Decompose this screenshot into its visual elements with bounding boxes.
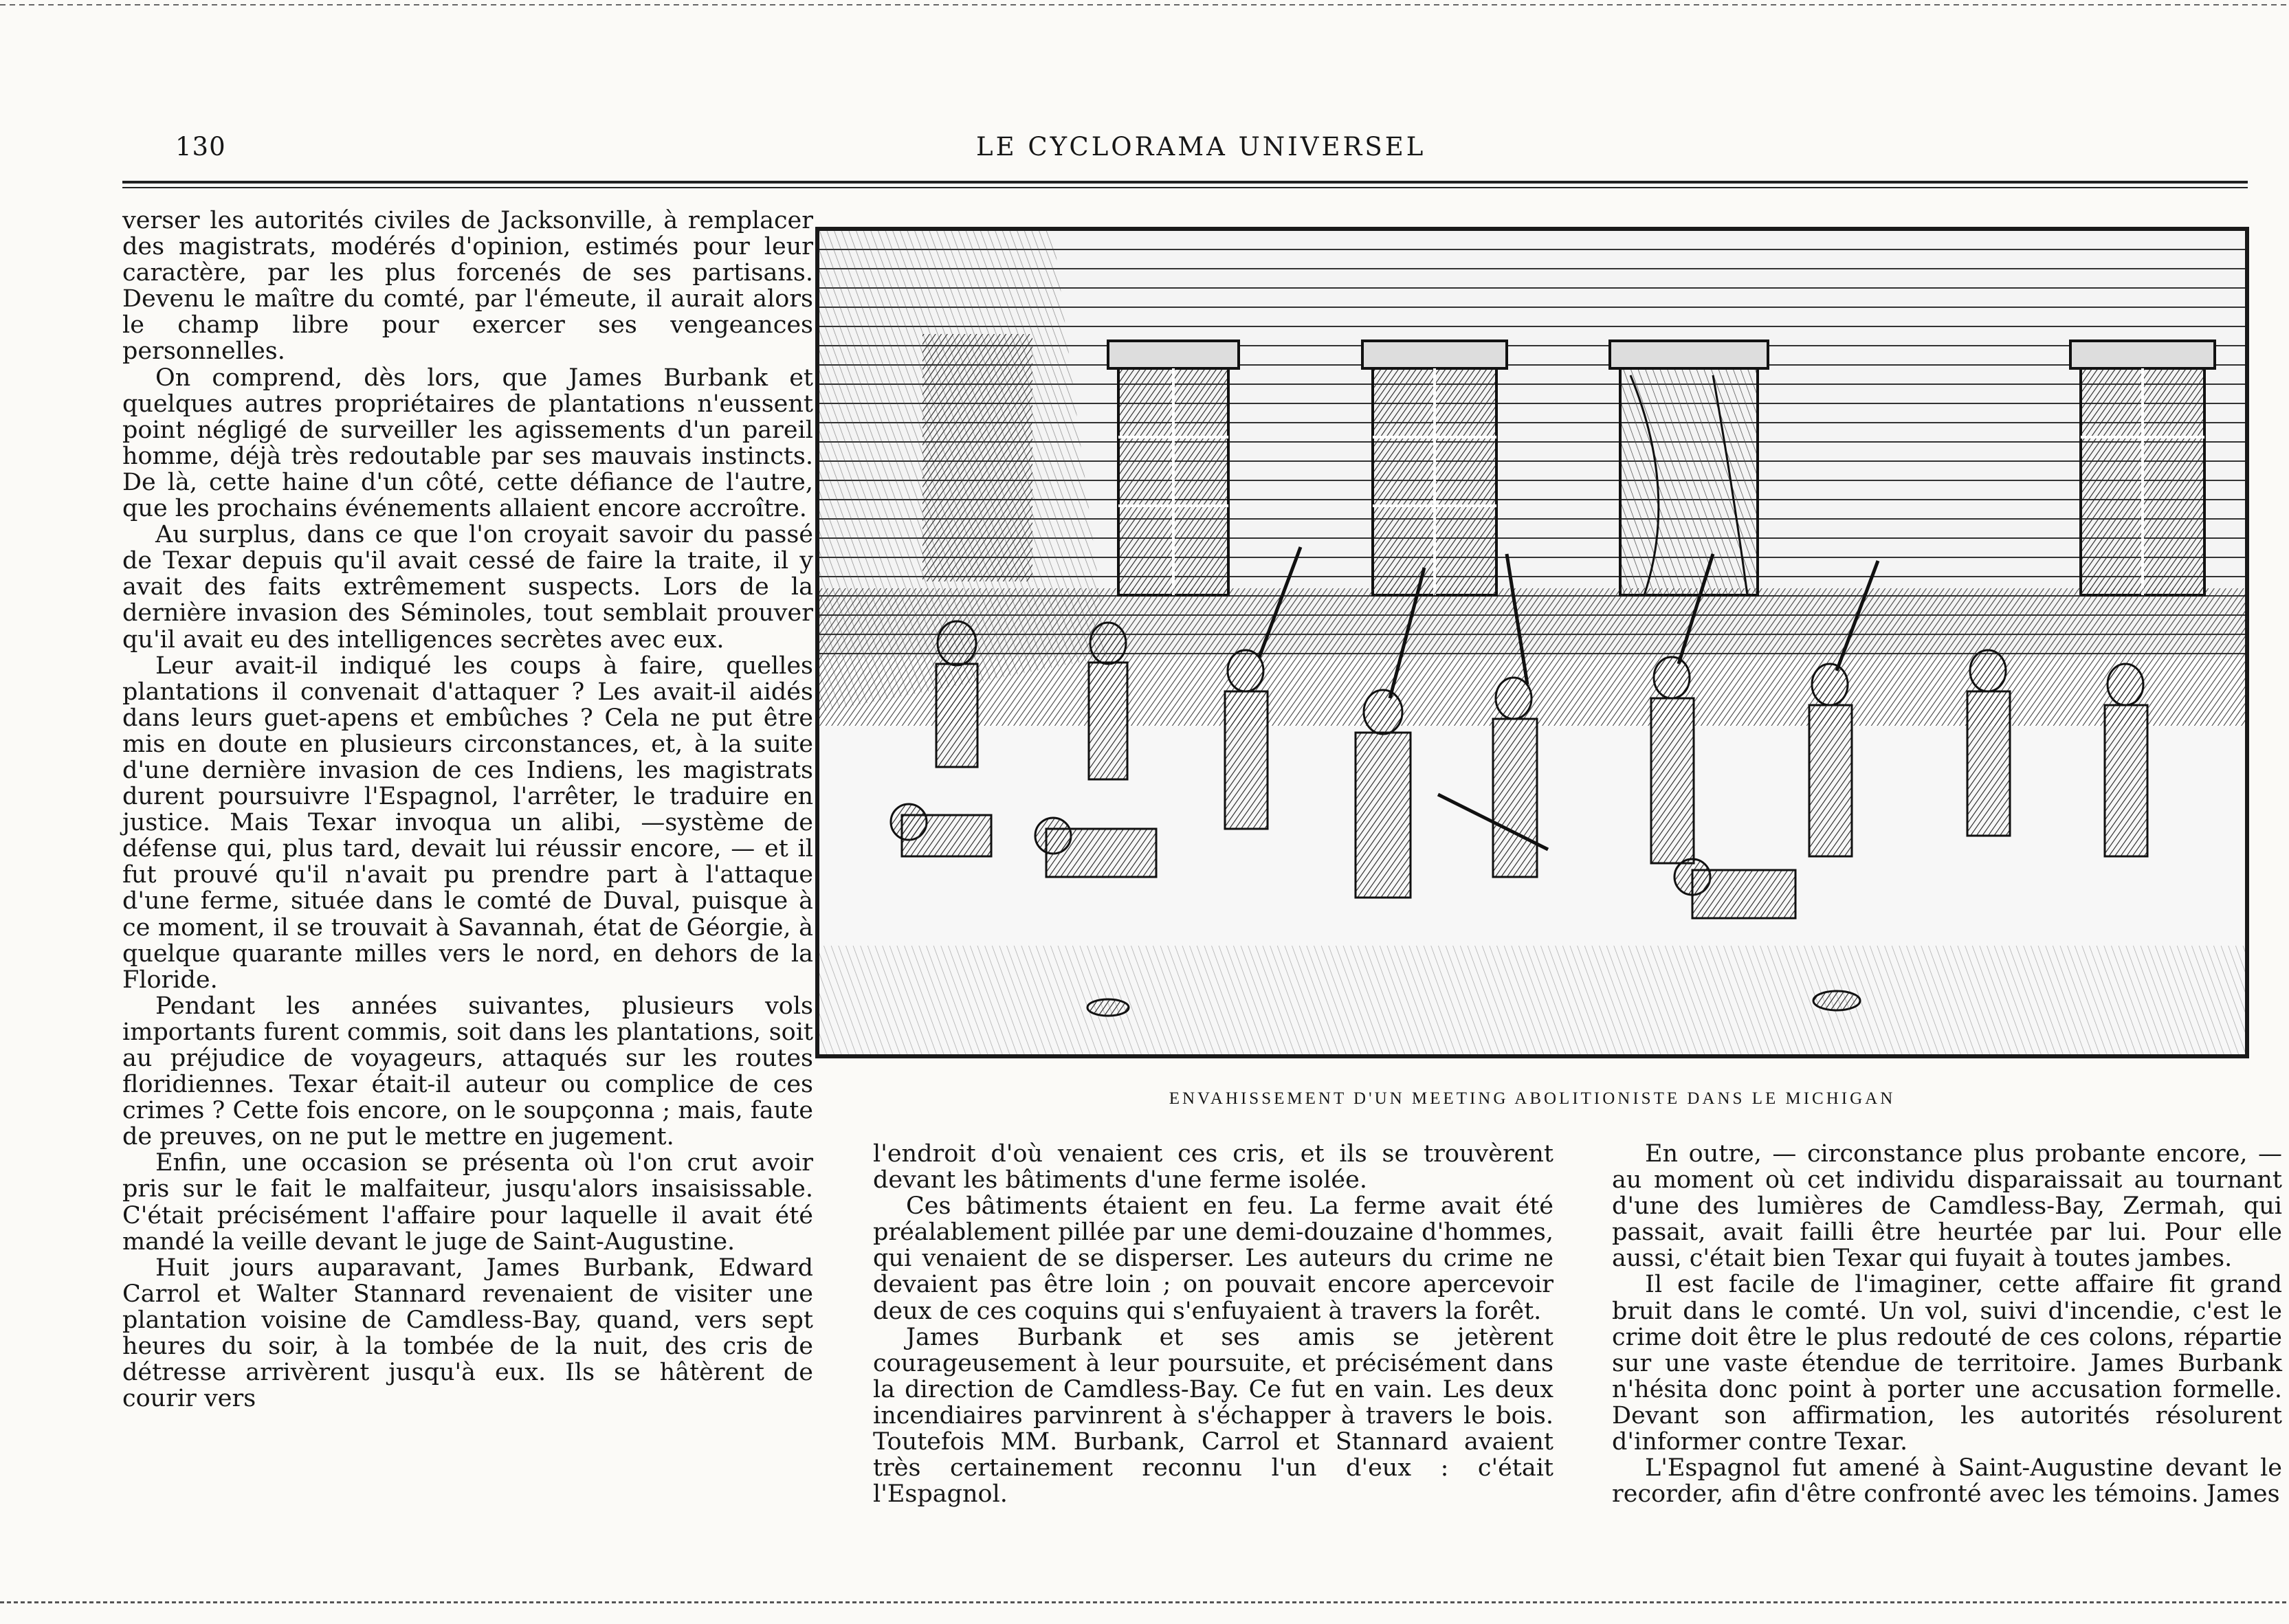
engraving-drawing — [819, 231, 2245, 1054]
paragraph: l'endroit d'où venaient ces cris, et ils se trouvèrent devant les bâtiments d'une ferme isolée. — [873, 1140, 1553, 1194]
paragraph: L'Espagnol fut amené à Saint-Augustine devant le recorder, afin d'être confronté avec les témoins. James — [1612, 1454, 2282, 1509]
window — [1610, 341, 1768, 595]
paragraph: Ces bâtiments étaient en feu. La ferme avait été préalablement pillée par une demi-douzaine d'hommes, qui venaient de se disperser. Les auteurs du crime ne devaient pas être loin ; on pouvait encore apercevoir deux de ces coquins qui s'enfuyaient à travers la forêt. — [873, 1192, 1553, 1325]
paragraph: Au surplus, dans ce que l'on croyait savoir du passé de Texar depuis qu'il avait cessé de faire la traite, il y avait des faits extrêmement suspects. Lors de la dernière invasion des Séminoles, tout semblait prouver qu'il avait eu des intelligences secrètes avec eux. — [122, 521, 813, 654]
paragraph: Huit jours auparavant, James Burbank, Edward Carrol et Walter Stannard revenaient de visiter une plantation voisine de Camdless-Bay, quand, vers sept heures du soir, à la tombée de la nuit, des cris de détresse arrivèrent jusqu'à eux. Ils se hâtèrent de courir vers — [122, 1254, 813, 1413]
text-column-3 — [1612, 1141, 2282, 1507]
text-column-1 — [122, 208, 813, 1412]
paragraph: Il est facile de l'imaginer, cette affaire fit grand bruit dans le comté. Un vol, suivi d'incendie, c'est le crime doit être le plus redouté de ces colons, répartie sur une vaste étendue de territoire. James Burbank n'hésita donc point à porter une accusation formelle. Devant son affirmation, les autorités résolurent d'informer contre Texar. — [1612, 1271, 2282, 1456]
bottom-edge-rule — [0, 1601, 2289, 1603]
text-column-2 — [873, 1141, 1553, 1507]
paragraph: Leur avait-il indiqué les coups à faire, quelles plantations il convenait d'attaquer ? Les avait-il aidés dans leurs guet-apens et embûches ? Cela ne put être mis en doute en plusieurs circonstances, et, à la suite d'une dernière invasion de ces Indiens, les magistrats durent poursuivre l'Espagnol, l'arrêter, le traduire en justice. Mais Texar invoqua un alibi, —système de défense qui, plus tard, devait lui réussir encore, — et il fut prouvé qu'il n'avait pu prendre part à l'attaque d'une ferme, située dans le comté de Duval, puisque à ce moment, il se trouvait à Savannah, état de Géorgie, à quelque quarante milles vers le nord, en dehors de la Floride. — [122, 652, 813, 994]
page-number: 130 — [175, 132, 226, 162]
paragraph: James Burbank et ses amis se jetèrent courageusement à leur poursuite, et précisément dans la direction de Camdless-Bay. Ce fut en vain. Les deux incendiaires parvinrent à s'échapper à travers le bois. Toutefois MM. Burbank, Carrol et Stannard avaient très certainement reconnu l'un d'eux : c'était l'Espagnol. — [873, 1323, 1553, 1509]
paragraph: En outre, — circonstance plus probante encore, —au moment où cet individu disparaissait au tournant d'une des lumières de Camdless-Bay, Zermah, qui passait, avait failli être heurtée par lui. Pour elle aussi, c'était bien Texar qui fuyait à toutes jambes. — [1612, 1140, 2282, 1273]
header-rule-thick — [122, 181, 2248, 183]
journal-title: LE CYCLORAMA UNIVERSEL — [976, 132, 1426, 162]
paragraph: verser les autorités civiles de Jacksonville, à remplacer des magistrats, modérés d'opinion, estimés pour leur caractère, par les plus forcenés de ses partisans. Devenu le maître du comté, par l'émeute, il aurait alors le champ libre pour exercer ses vengeances personnelles. — [122, 207, 813, 366]
window — [2070, 341, 2215, 595]
engraving-illustration — [815, 227, 2249, 1058]
header-rule-thin — [122, 187, 2248, 188]
paragraph: On comprend, dès lors, que James Burbank et quelques autres propriétaires de plantations n'eussent point négligé de surveiller les agissements d'un pareil homme, déjà très redoutable par ses mauvais instincts. De là, cette haine d'un côté, cette défiance de l'autre, que les prochains événements allaient encore accroître. — [122, 364, 813, 523]
paragraph: Enfin, une occasion se présenta où l'on crut avoir pris sur le fait le malfaiteur, jusqu'alors insaisissable. C'était précisément l'affaire pour laquelle il avait été mandé la veille devant le juge de Saint-Augustine. — [122, 1149, 813, 1256]
window — [1362, 341, 1507, 595]
window — [1108, 341, 1239, 595]
top-edge-rule — [0, 4, 2289, 5]
illustration-caption: ENVAHISSEMENT D'UN MEETING ABOLITIONISTE DANS LE MICHIGAN — [1169, 1089, 1896, 1108]
paragraph: Pendant les années suivantes, plusieurs vols importants furent commis, soit dans les plantations, soit au préjudice de voyageurs, attaqués sur les routes floridiennes. Texar était-il auteur ou complice de ces crimes ? Cette fois encore, on le soupçonna ; mais, faute de preuves, on ne put le mettre en jugement. — [122, 992, 813, 1151]
